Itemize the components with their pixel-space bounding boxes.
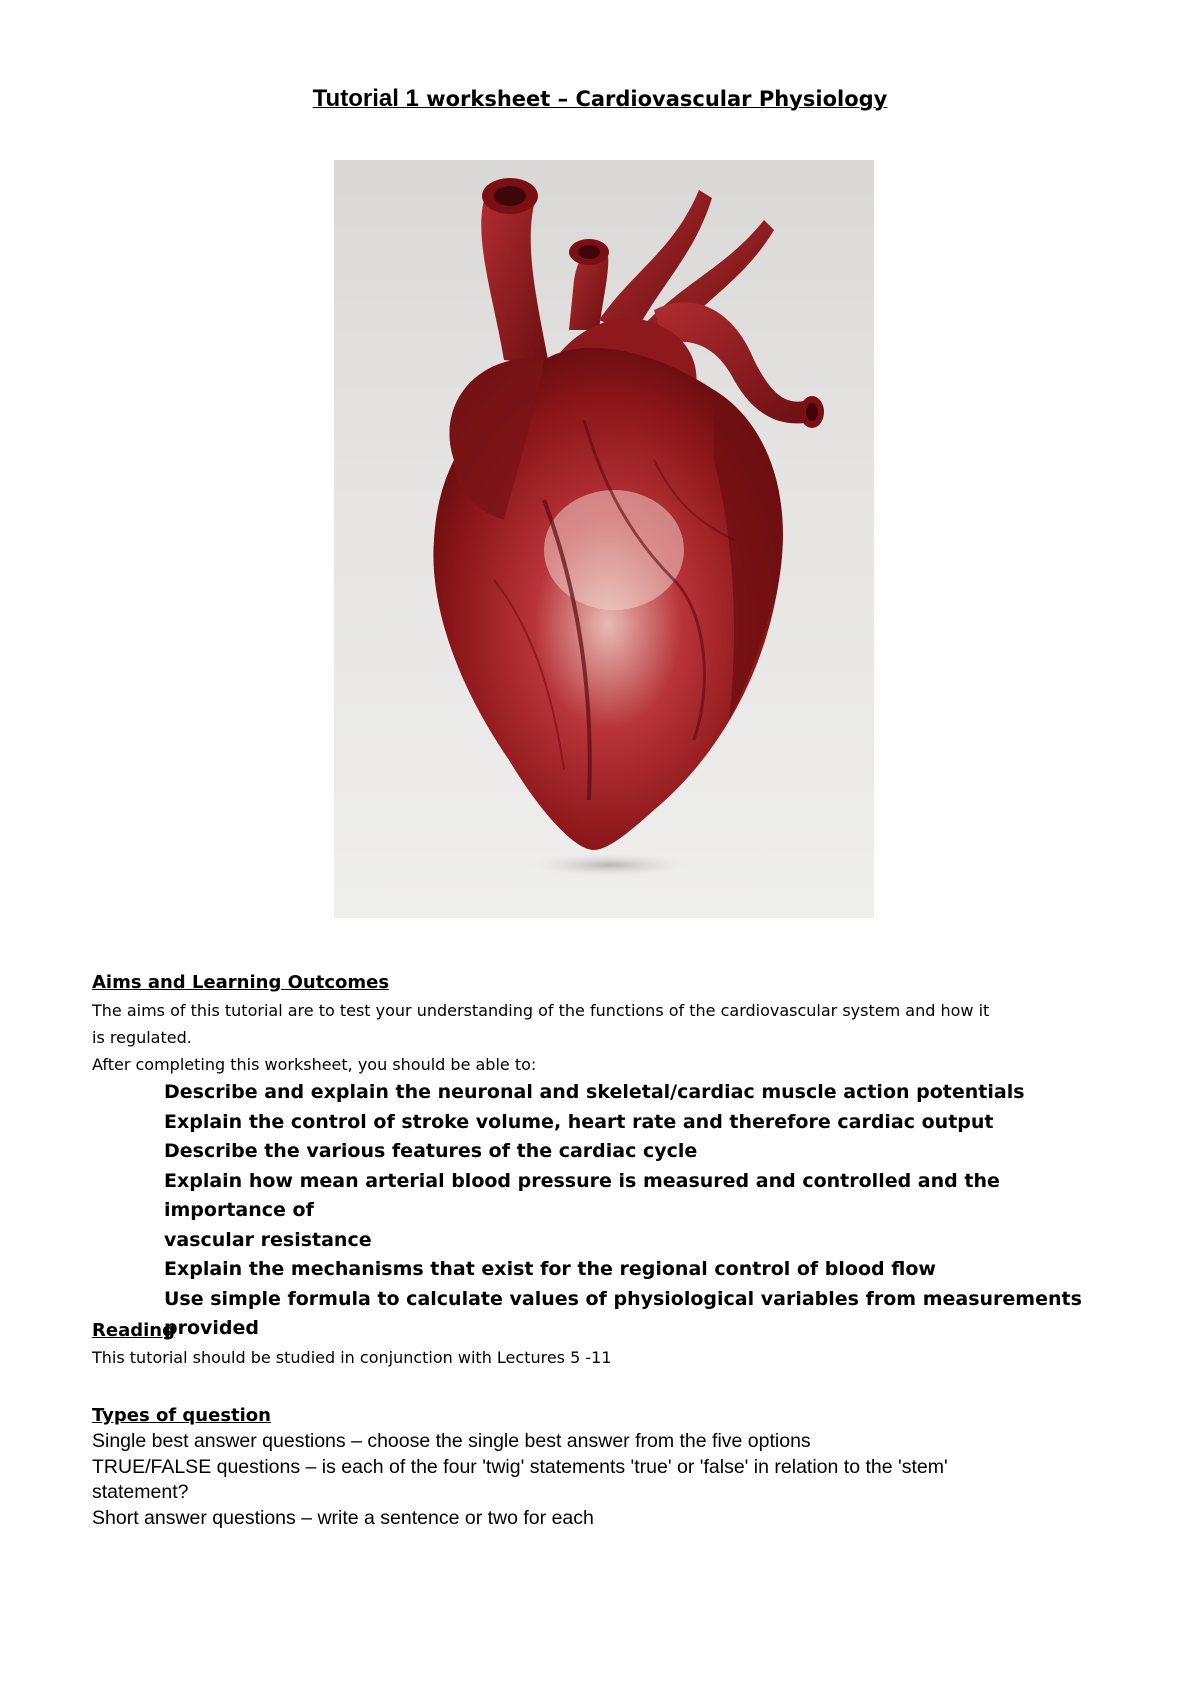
- aims-lead: After completing this worksheet, you should be able to:: [92, 1055, 537, 1074]
- outcome-item: Use simple formula to calculate values of physiological variables from measurements provided: [164, 1287, 1082, 1339]
- title-subject: worksheet – Cardiovascular Physiology: [418, 87, 888, 111]
- outcomes-list: [92, 1078, 1122, 1344]
- outcome-item-continuation: vascular resistance: [164, 1228, 372, 1251]
- types-line: Single best answer questions – choose the single best answer from the five options: [92, 1430, 811, 1452]
- outcome-item: Describe and explain the neuronal and skeletal/cardiac muscle action potentials: [164, 1081, 1025, 1103]
- outcome-item: Explain the control of stroke volume, heart rate and therefore cardiac output: [164, 1110, 994, 1133]
- heart-figure: [334, 160, 874, 918]
- floor-shadow: [529, 853, 689, 877]
- superior-vena-cava: [481, 200, 549, 365]
- types-line: Short answer questions – write a sentence or two for each: [92, 1506, 594, 1529]
- title-tutorial-number: Tutorial 1: [312, 85, 419, 112]
- aims-section: [92, 970, 1122, 1344]
- types-line: statement?: [92, 1481, 189, 1503]
- page-title: [0, 84, 1200, 117]
- aims-intro-line1: The aims of this tutorial are to test your understanding of the functions of the cardiovascular system and how it: [92, 1001, 990, 1020]
- types-heading: Types of question: [92, 1405, 271, 1426]
- highlight: [544, 490, 684, 610]
- types-line: TRUE/FALSE questions – is each of the four 'twig' statements 'true' or 'false' in relation to the 'stem': [92, 1455, 948, 1478]
- outcome-item: Describe the various features of the cardiac cycle: [164, 1140, 698, 1162]
- reading-section: [92, 1318, 1122, 1371]
- reading-text: This tutorial should be studied in conjunction with Lectures 5 -11: [92, 1348, 612, 1367]
- aims-heading: Aims and Learning Outcomes: [92, 972, 390, 993]
- aims-intro-line2: is regulated.: [92, 1028, 192, 1047]
- reading-heading: Reading: [92, 1320, 175, 1341]
- question-types-section: [92, 1403, 1122, 1531]
- anatomical-heart-image: [334, 160, 874, 918]
- outcome-item: Explain how mean arterial blood pressure is measured and controlled and the importance of: [164, 1169, 1000, 1221]
- outcome-item: Explain the mechanisms that exist for the regional control of blood flow: [164, 1258, 936, 1280]
